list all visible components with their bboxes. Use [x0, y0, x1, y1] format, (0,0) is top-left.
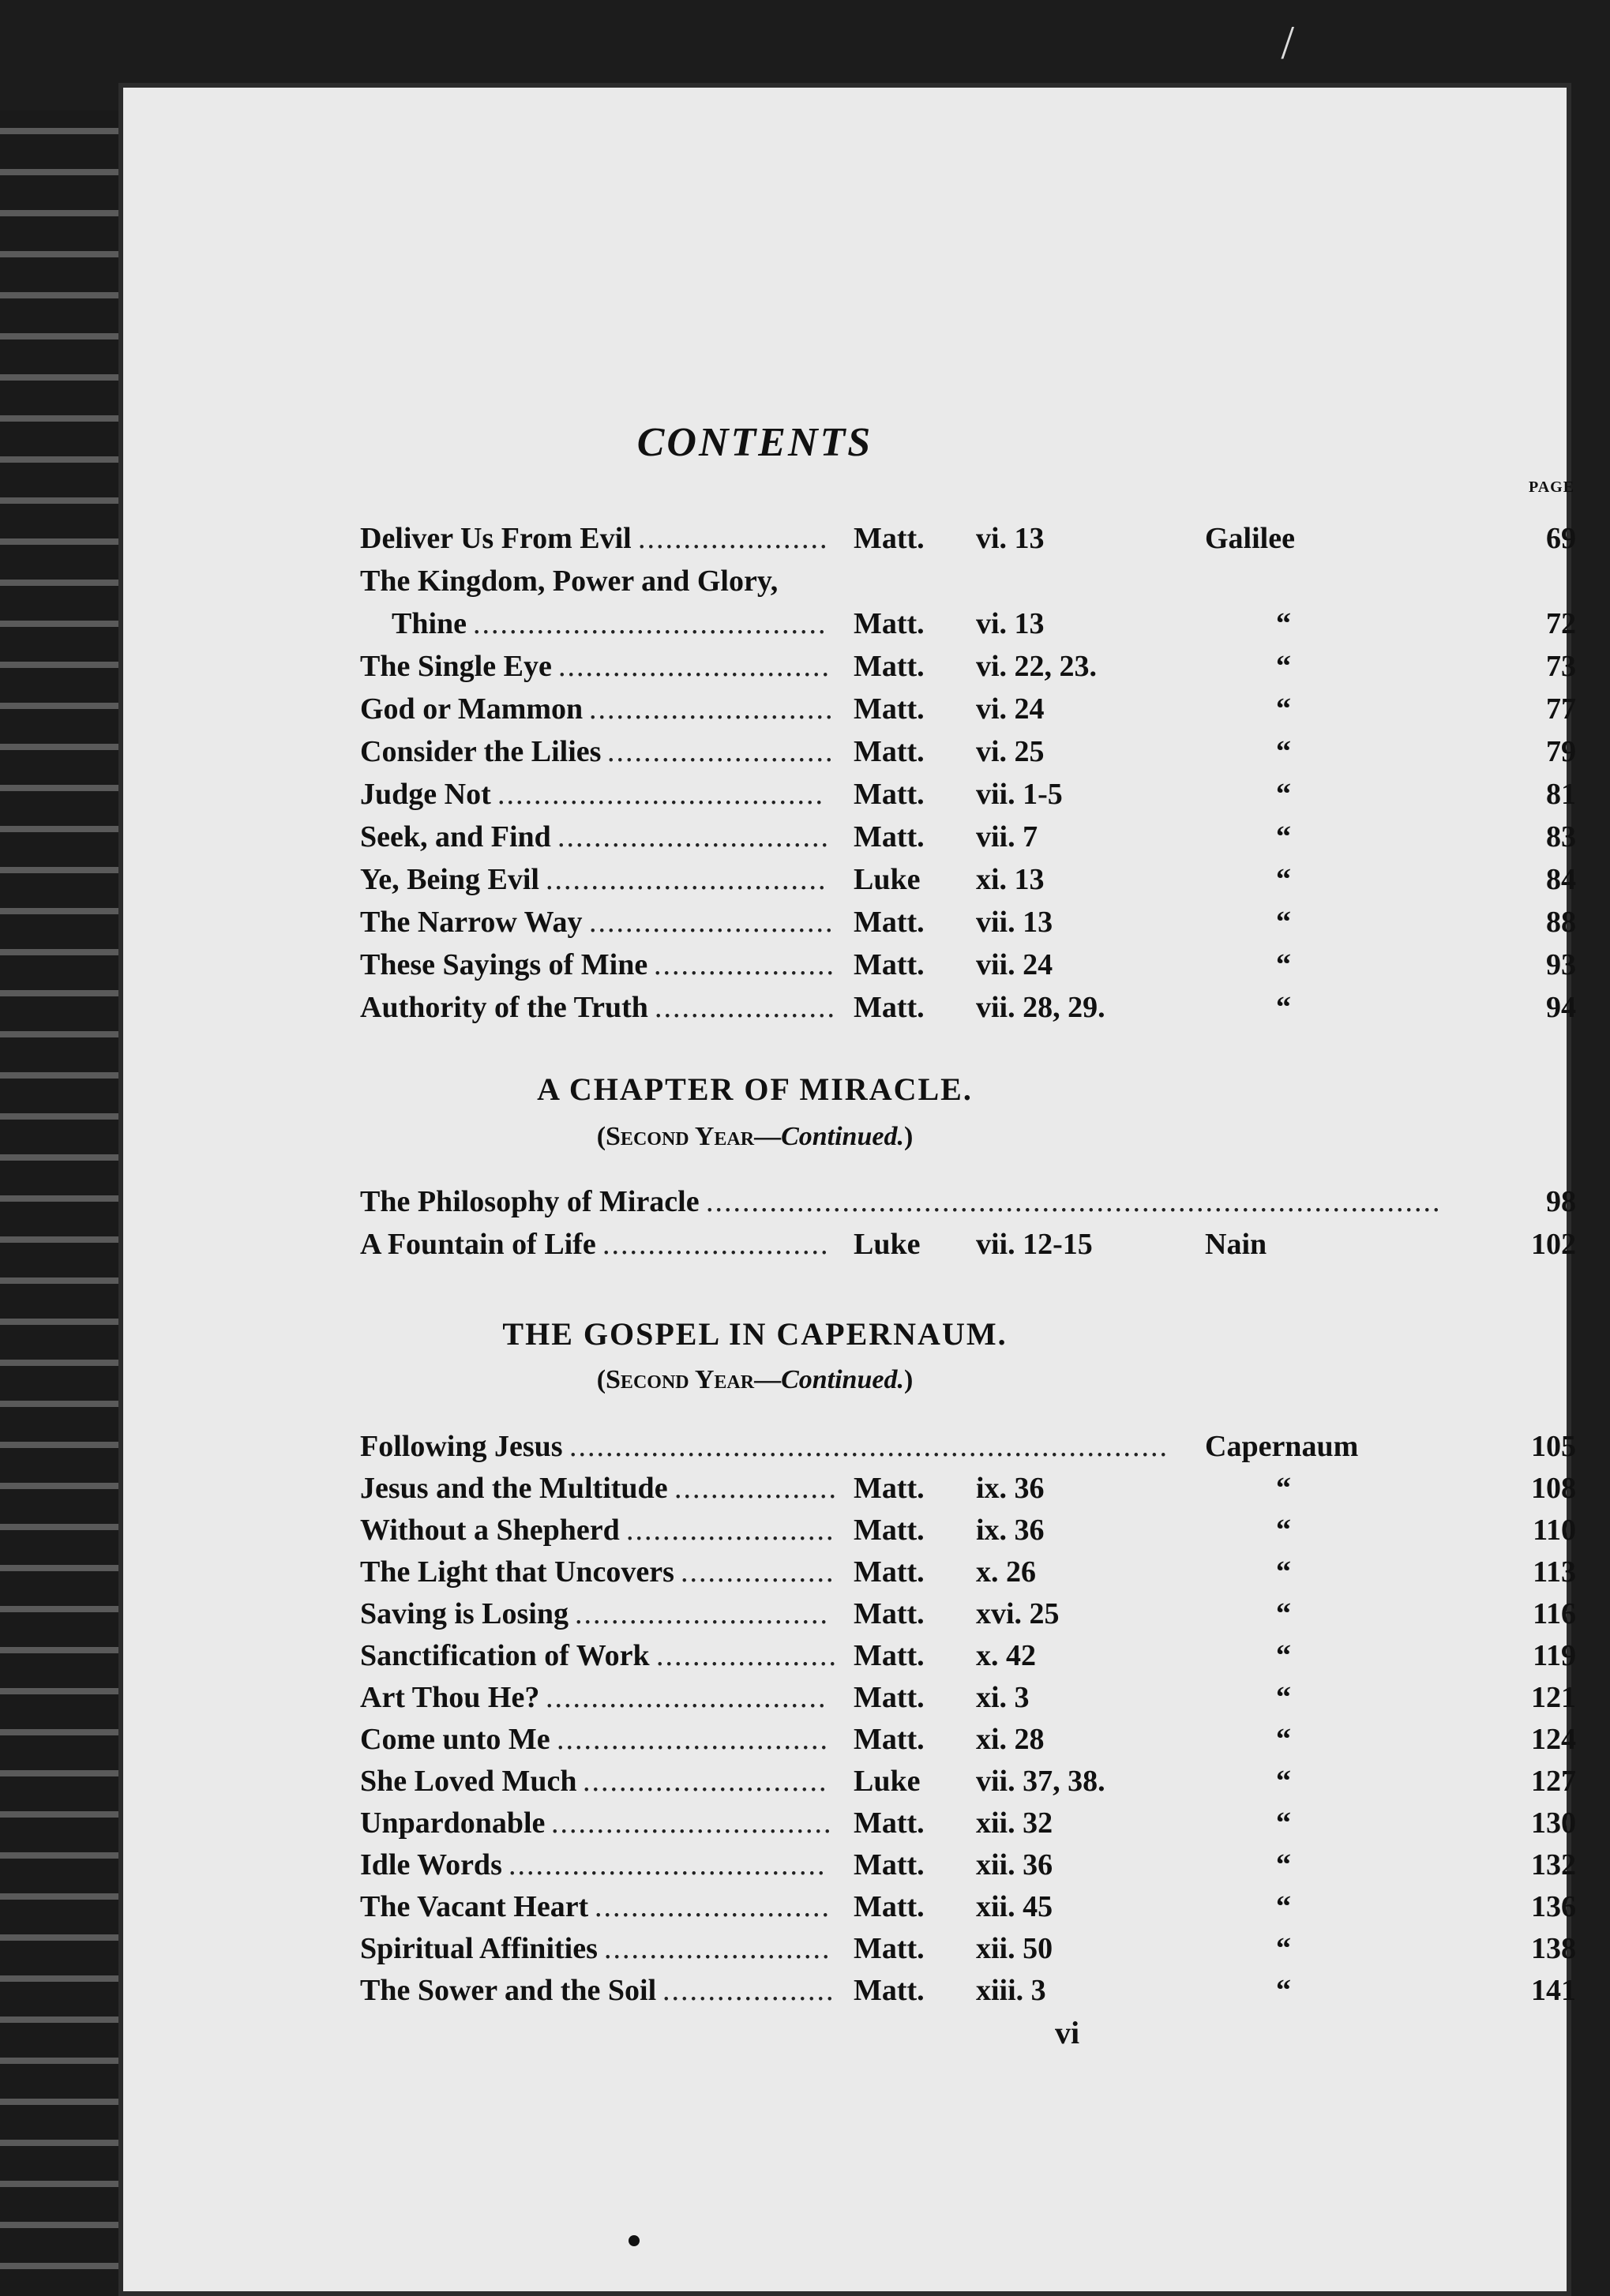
dot-leader: ............................... [551, 1806, 833, 1840]
corner-mark: / [1281, 17, 1294, 69]
entry-reference: x. 26 [976, 1555, 1036, 1589]
entry-reference: vii. 37, 38. [976, 1765, 1105, 1798]
entry-reference: vi. 13 [976, 607, 1045, 640]
entry-page-number: 110 [1533, 1514, 1576, 1547]
entry-title: The Sower and the Soil [360, 1974, 657, 2007]
entry-title: Without a Shepherd [360, 1514, 620, 1547]
entry-reference: xiii. 3 [976, 1974, 1046, 2007]
dot-leader: .................. [674, 1472, 838, 1505]
entry-reference: xii. 32 [976, 1806, 1053, 1840]
entry-reference: xii. 45 [976, 1890, 1053, 1923]
entry-title: Come unto Me [360, 1723, 550, 1756]
entry-place: “ [1276, 906, 1291, 939]
entry-place: “ [1276, 1681, 1291, 1714]
dot-leader: ........................... [583, 1765, 828, 1798]
toc-entry [360, 1468, 1592, 1509]
toc-entry [360, 1719, 1592, 1760]
toc-entry [360, 1224, 1592, 1265]
dot-leader: .............................. [557, 820, 830, 853]
entry-reference: vi. 13 [976, 522, 1045, 555]
entry-book: Matt. [854, 1723, 925, 1756]
entry-reference: xvi. 25 [976, 1597, 1060, 1630]
entry-page-number: 113 [1533, 1555, 1576, 1589]
entry-place: “ [1276, 1974, 1291, 2007]
entry-place: “ [1276, 1932, 1291, 1965]
dot-leader: ........................... [589, 906, 835, 939]
toc-entry [360, 1803, 1592, 1844]
dot-leader: .................................................................. [569, 1430, 1169, 1463]
entry-page-number: 121 [1531, 1681, 1576, 1714]
dot-leader: ....................................... [473, 607, 828, 640]
page-column-label: PAGE [1529, 478, 1575, 496]
entry-title: Consider the Lilies [360, 735, 602, 768]
entry-book: Matt. [854, 522, 925, 555]
toc-entry [360, 859, 1592, 900]
page-title: CONTENTS [636, 420, 873, 465]
entry-page-number: 124 [1531, 1723, 1576, 1756]
entry-place: “ [1276, 1765, 1291, 1798]
entry-reference: vi. 25 [976, 735, 1045, 768]
toc-entry [360, 688, 1592, 730]
entry-page-number: 119 [1533, 1639, 1576, 1672]
entry-reference: xi. 28 [976, 1723, 1045, 1756]
entry-page-number: 83 [1546, 820, 1576, 853]
section-subtitle-miracle [360, 1122, 1150, 1152]
entry-book: Matt. [854, 991, 925, 1024]
entry-title: Spiritual Affinities [360, 1932, 598, 1965]
entry-place: “ [1276, 1472, 1291, 1505]
toc-entry [360, 1181, 1592, 1222]
dot-leader: ......................... [602, 1228, 830, 1261]
toc-entry [360, 1844, 1592, 1885]
dot-leader: .............................. [558, 650, 831, 683]
entry-book: Matt. [854, 607, 925, 640]
entry-title: God or Mammon [360, 692, 584, 726]
entry-title: Deliver Us From Evil [360, 522, 632, 555]
entry-book: Matt. [854, 1932, 925, 1965]
entry-title: The Philosophy of Miracle [360, 1185, 700, 1218]
toc-entry [360, 1635, 1592, 1676]
entry-book: Matt. [854, 650, 925, 683]
entry-reference: ix. 36 [976, 1472, 1045, 1505]
entry-page-number: 138 [1531, 1932, 1576, 1965]
entry-title: The Light that Uncovers [360, 1555, 674, 1589]
dot-leader: .................... [655, 991, 836, 1024]
entry-title: Art Thou He? [360, 1681, 540, 1714]
toc-entry [360, 1551, 1592, 1593]
entry-book: Matt. [854, 1806, 925, 1840]
entry-book: Matt. [854, 1681, 925, 1714]
dot-leader: .......................... [595, 1890, 831, 1923]
book-spine [0, 111, 118, 2296]
section-title-capernaum: THE GOSPEL IN CAPERNAUM. [502, 1316, 1008, 1352]
subtitle-close: ) [903, 1365, 914, 1394]
entry-place: “ [1276, 692, 1291, 726]
entry-place: “ [1276, 1723, 1291, 1756]
ink-dot [629, 2235, 640, 2246]
entry-place: “ [1276, 1514, 1291, 1547]
toc-entry [360, 902, 1592, 943]
entry-place: “ [1276, 1890, 1291, 1923]
dot-leader: .................................... [497, 778, 824, 811]
entry-page-number: 79 [1546, 735, 1576, 768]
entry-title: These Sayings of Mine [360, 948, 648, 981]
entry-book: Matt. [854, 1974, 925, 2007]
toc-entry [360, 816, 1592, 857]
entry-reference: vii. 28, 29. [976, 991, 1105, 1024]
entry-page-number: 116 [1533, 1597, 1576, 1630]
entry-title: The Vacant Heart [360, 1890, 589, 1923]
dot-leader: ............................ [575, 1597, 829, 1630]
entry-page-number: 93 [1546, 948, 1576, 981]
toc-entry [360, 1677, 1592, 1718]
toc-entry [360, 1761, 1592, 1802]
subtitle-close: ) [903, 1122, 914, 1151]
entry-place: “ [1276, 948, 1291, 981]
dot-leader: ..................... [638, 522, 829, 555]
entry-reference: xii. 50 [976, 1932, 1053, 1965]
entry-page-number: 102 [1531, 1228, 1576, 1261]
entry-book: Matt. [854, 778, 925, 811]
entry-reference: xi. 13 [976, 863, 1045, 896]
dot-leader: ....................... [626, 1514, 835, 1547]
entry-place: “ [1276, 991, 1291, 1024]
dot-leader: ................. [681, 1555, 835, 1589]
entry-title: Unpardonable [360, 1806, 546, 1840]
entry-title: Sanctification of Work [360, 1639, 650, 1672]
dot-leader: .............................. [557, 1723, 829, 1756]
entry-page-number: 127 [1531, 1765, 1576, 1798]
entry-book: Matt. [854, 735, 925, 768]
toc-entry [360, 774, 1592, 815]
toc-entry [360, 518, 1592, 559]
subtitle-year: (Second Year— [596, 1122, 782, 1151]
entry-page-number: 72 [1546, 607, 1576, 640]
entry-place: “ [1276, 1639, 1291, 1672]
toc-entry [360, 1970, 1592, 2011]
entry-place: “ [1276, 863, 1291, 896]
entry-reference: xii. 36 [976, 1848, 1053, 1881]
entry-place: “ [1276, 1597, 1291, 1630]
entry-page-number: 81 [1546, 778, 1576, 811]
dot-leader: ................................................................................. [706, 1185, 1442, 1218]
subtitle-continued: Continued. [781, 1122, 904, 1151]
entry-title: The Single Eye [360, 650, 552, 683]
dot-leader: ......................... [604, 1932, 831, 1965]
entry-place: Capernaum [1205, 1430, 1359, 1463]
entry-page-number: 77 [1546, 692, 1576, 726]
entry-place: “ [1276, 650, 1291, 683]
entry-book: Matt. [854, 1555, 925, 1589]
entry-place: “ [1276, 820, 1291, 853]
entry-book: Matt. [854, 1514, 925, 1547]
subtitle-year: (Second Year— [596, 1365, 782, 1394]
toc-entry [360, 1510, 1592, 1551]
entry-reference: vi. 22, 23. [976, 650, 1098, 683]
entry-title: The Narrow Way [360, 906, 583, 939]
entry-book: Matt. [854, 1890, 925, 1923]
entry-page-number: 105 [1531, 1430, 1576, 1463]
entry-reference: xi. 3 [976, 1681, 1030, 1714]
entry-book: Matt. [854, 906, 925, 939]
entry-place: “ [1276, 607, 1291, 640]
entry-title: Authority of the Truth [360, 991, 648, 1024]
toc-entry [360, 603, 1592, 644]
dot-leader: .................... [656, 1639, 838, 1672]
entry-page-number: 98 [1546, 1185, 1576, 1218]
dot-leader: .................... [654, 948, 835, 981]
toc-entry [360, 646, 1592, 687]
entry-reference: vii. 1-5 [976, 778, 1063, 811]
entry-title: She Loved Much [360, 1765, 577, 1798]
toc-entry [360, 1928, 1592, 1969]
dot-leader: ......................... [607, 735, 835, 768]
entry-place: “ [1276, 735, 1291, 768]
dot-leader: ............................... [546, 1681, 828, 1714]
entry-page-number: 84 [1546, 863, 1576, 896]
entry-book: Matt. [854, 820, 925, 853]
toc-entry [360, 1426, 1592, 1467]
entry-book: Matt. [854, 948, 925, 981]
entry-page-number: 69 [1546, 522, 1576, 555]
entry-page-number: 108 [1531, 1472, 1576, 1505]
toc-entry [360, 561, 1592, 602]
entry-page-number: 141 [1531, 1974, 1576, 2007]
entry-book: Luke [854, 1765, 921, 1798]
entry-title: A Fountain of Life [360, 1228, 596, 1261]
entry-book: Luke [854, 1228, 921, 1261]
toc-entry [360, 987, 1592, 1028]
entry-reference: vi. 24 [976, 692, 1045, 726]
entry-reference: vii. 12-15 [976, 1228, 1093, 1261]
toc-entry [360, 731, 1592, 772]
entry-book: Matt. [854, 1597, 925, 1630]
entry-page-number: 136 [1531, 1890, 1576, 1923]
entry-title: Idle Words [360, 1848, 502, 1881]
subtitle-continued: Continued. [781, 1365, 904, 1394]
entry-place: “ [1276, 1806, 1291, 1840]
entry-title: Jesus and the Multitude [360, 1472, 668, 1505]
entry-title: Following Jesus [360, 1430, 563, 1463]
section-subtitle-capernaum [360, 1365, 1150, 1395]
entry-place: “ [1276, 1848, 1291, 1881]
entry-book: Matt. [854, 692, 925, 726]
entry-reference: vii. 24 [976, 948, 1053, 981]
toc-entry [360, 944, 1592, 985]
book-page [118, 83, 1576, 2296]
entry-book: Matt. [854, 1472, 925, 1505]
entry-title: Saving is Losing [360, 1597, 569, 1630]
page-folio: vi [1055, 2015, 1080, 2050]
entry-book: Luke [854, 863, 921, 896]
entry-title: Thine [392, 607, 467, 640]
entry-title: Seek, and Find [360, 820, 551, 853]
entry-place: Galilee [1205, 522, 1295, 555]
entry-page-number: 73 [1546, 650, 1576, 683]
entry-page-number: 132 [1531, 1848, 1576, 1881]
toc-entry [360, 1593, 1592, 1634]
entry-reference: x. 42 [976, 1639, 1036, 1672]
entry-reference: vii. 13 [976, 906, 1053, 939]
entry-reference: ix. 36 [976, 1514, 1045, 1547]
dot-leader: ........................... [589, 692, 835, 726]
entry-place: “ [1276, 1555, 1291, 1589]
entry-title: Ye, Being Evil [360, 863, 539, 896]
dot-leader: ............................... [546, 863, 828, 896]
entry-place: “ [1276, 778, 1291, 811]
toc-entry [360, 1886, 1592, 1927]
entry-reference: vii. 7 [976, 820, 1038, 853]
entry-title: Judge Not [360, 778, 491, 811]
entry-page-number: 88 [1546, 906, 1576, 939]
entry-page-number: 130 [1531, 1806, 1576, 1840]
dot-leader: ................... [662, 1974, 835, 2007]
section-title-miracle: A CHAPTER OF MIRACLE. [537, 1071, 973, 1107]
dot-leader: ................................... [509, 1848, 827, 1881]
entry-page-number: 94 [1546, 991, 1576, 1024]
entry-place: Nain [1205, 1228, 1267, 1261]
entry-title: The Kingdom, Power and Glory, [360, 565, 779, 598]
entry-book: Matt. [854, 1639, 925, 1672]
entry-book: Matt. [854, 1848, 925, 1881]
